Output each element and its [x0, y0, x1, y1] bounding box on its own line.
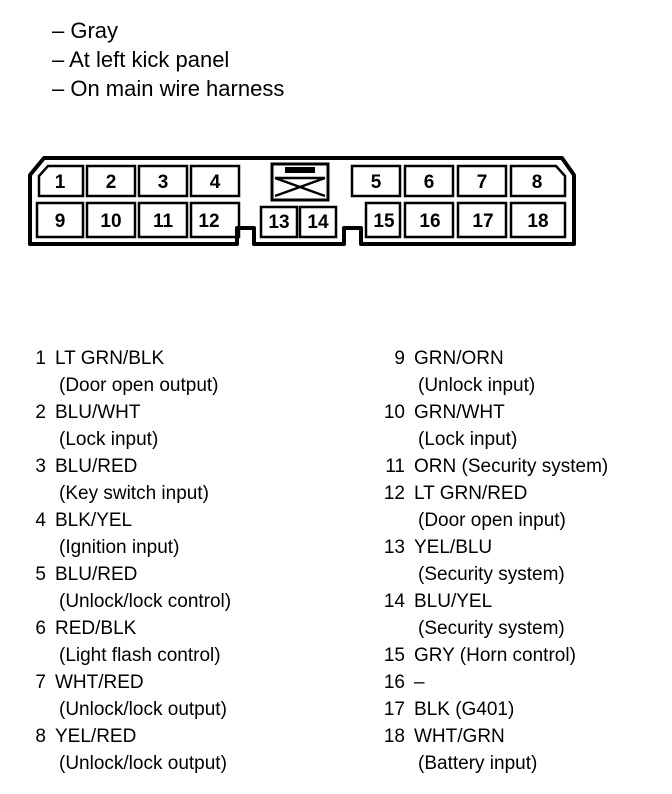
pin-wire: BLU/WHT [55, 402, 141, 423]
pin-label-7: 7 [476, 172, 488, 193]
pin-entry-17 [378, 696, 608, 723]
pin-label-3: 3 [157, 172, 169, 193]
pin-number: 13 [383, 537, 405, 558]
connector-color-note: – Gray [52, 18, 119, 43]
pin-number: 15 [383, 645, 405, 666]
pin-wire: – [414, 672, 425, 693]
pin-entry-18 [378, 723, 608, 777]
pin-function: (Battery input) [418, 753, 538, 774]
pin-entry-4 [30, 507, 231, 561]
pin-wire: WHT/GRN [414, 726, 505, 747]
pin-wire: BLK (G401) [414, 699, 515, 720]
connector-face-diagram [0, 0, 672, 300]
pin-wire: BLU/YEL [414, 591, 493, 612]
pin-wire: GRY (Horn control) [414, 645, 576, 666]
connector-harness-note: – On main wire harness [52, 76, 285, 101]
pin-number: 16 [383, 672, 405, 693]
pin-entry-9 [378, 345, 608, 399]
pin-number: 3 [35, 456, 46, 477]
pin-entry-6 [30, 615, 231, 669]
pin-function: (Security system) [418, 618, 565, 639]
pin-number: 4 [35, 510, 46, 531]
pin-number: 8 [35, 726, 46, 747]
pin-label-1: 1 [54, 172, 66, 193]
pin-entry-12 [378, 480, 608, 534]
pin-number: 9 [394, 348, 405, 369]
pin-entry-8 [30, 723, 231, 777]
pin-wire: BLK/YEL [55, 510, 133, 531]
pin-label-13: 13 [268, 212, 290, 233]
pin-entry-10 [378, 399, 608, 453]
pin-wire: GRN/ORN [414, 348, 504, 369]
pin-function: (Door open output) [59, 375, 219, 396]
pin-label-12: 12 [198, 211, 220, 232]
pin-wire: LT GRN/BLK [55, 348, 165, 369]
pin-list-left [30, 345, 231, 777]
pin-label-8: 8 [531, 172, 543, 193]
pin-label-16: 16 [419, 211, 441, 232]
pin-entry-13 [378, 534, 608, 588]
pin-function: (Key switch input) [59, 483, 209, 504]
pin-function: (Lock input) [418, 429, 518, 450]
pin-wire: WHT/RED [55, 672, 144, 693]
pin-entry-15 [378, 642, 608, 669]
pin-wire: LT GRN/RED [414, 483, 528, 504]
pin-label-11: 11 [152, 211, 174, 232]
pin-label-18: 18 [527, 211, 549, 232]
pin-entry-2 [30, 399, 231, 453]
pin-number: 14 [383, 591, 405, 612]
pin-wire: YEL/RED [55, 726, 137, 747]
pin-wire: GRN/WHT [414, 402, 505, 423]
pin-entry-11 [378, 453, 608, 480]
pin-number: 18 [383, 726, 405, 747]
pin-label-17: 17 [472, 211, 494, 232]
pin-label-6: 6 [423, 172, 435, 193]
pin-wire: BLU/RED [55, 564, 138, 585]
pin-function: (Security system) [418, 564, 565, 585]
pin-wire: ORN (Security system) [414, 456, 609, 477]
pin-entry-5 [30, 561, 231, 615]
pin-label-14: 14 [307, 212, 329, 233]
pin-number: 11 [385, 456, 405, 477]
pin-function: (Unlock/lock output) [59, 753, 227, 774]
pin-function: (Ignition input) [59, 537, 180, 558]
pin-number: 1 [35, 348, 46, 369]
pin-entry-7 [30, 669, 231, 723]
pin-label-2: 2 [105, 172, 117, 193]
pin-list-right [378, 345, 608, 777]
pin-number: 17 [383, 699, 405, 720]
pin-label-9: 9 [54, 211, 66, 232]
pin-number: 5 [35, 564, 46, 585]
pin-label-15: 15 [373, 211, 395, 232]
pin-entry-16 [378, 669, 608, 696]
pin-number: 10 [383, 402, 405, 423]
pin-label-10: 10 [100, 211, 122, 232]
pin-number: 12 [383, 483, 405, 504]
pin-entry-3 [30, 453, 231, 507]
pin-number: 2 [35, 402, 46, 423]
pin-function: (Door open input) [418, 510, 566, 531]
pin-number: 6 [35, 618, 46, 639]
pin-function: (Unlock input) [418, 375, 536, 396]
pin-wire: RED/BLK [55, 618, 137, 639]
pin-function: (Unlock/lock output) [59, 699, 227, 720]
pin-entry-14 [378, 588, 608, 642]
pin-wire: YEL/BLU [414, 537, 493, 558]
pin-label-4: 4 [209, 172, 221, 193]
pin-number: 7 [35, 672, 46, 693]
pin-label-5: 5 [370, 172, 382, 193]
pin-wire: BLU/RED [55, 456, 138, 477]
pin-entry-1 [30, 345, 231, 399]
connector-location-note: – At left kick panel [52, 47, 230, 72]
pin-function: (Light flash control) [59, 645, 221, 666]
pin-function: (Lock input) [59, 429, 159, 450]
pin-function: (Unlock/lock control) [59, 591, 232, 612]
